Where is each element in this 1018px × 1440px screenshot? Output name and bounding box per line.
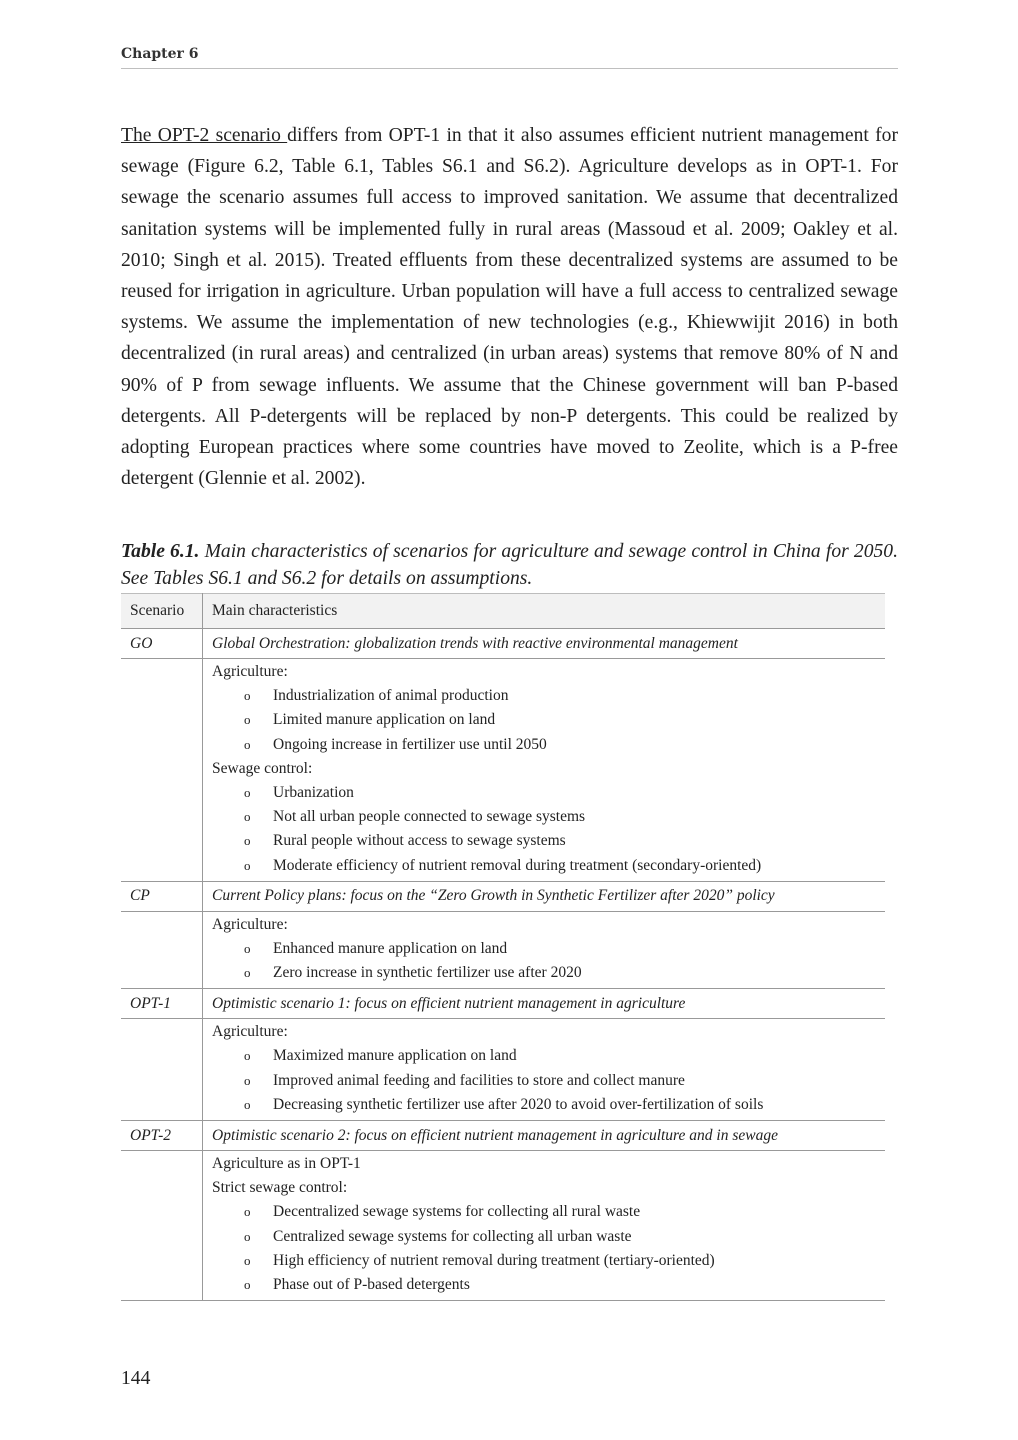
bullet-icon: o xyxy=(244,1048,251,1064)
scenario-row-go xyxy=(121,629,885,659)
section-heading: Agriculture: xyxy=(212,915,288,933)
chapter-header: Chapter 6 xyxy=(121,46,898,69)
scenario-details-go xyxy=(121,659,885,882)
list-item: o Rural people without access to sewage systems xyxy=(212,829,876,853)
scenario-characteristics xyxy=(203,911,886,989)
table-caption xyxy=(121,538,898,592)
bullet-icon: o xyxy=(244,1276,251,1292)
list-item: o Decreasing synthetic fertilizer use after 2020 to avoid over-fertilization of soils xyxy=(212,1093,876,1117)
list-item: o Phase out of P-based detergents xyxy=(212,1273,876,1297)
bullet-icon: o xyxy=(244,688,251,704)
bullet-icon: o xyxy=(244,809,251,825)
list-item: o High efficiency of nutrient removal during treatment (tertiary-oriented) xyxy=(212,1249,876,1273)
scenario-row-opt-1 xyxy=(121,989,885,1019)
list-item: o Enhanced manure application on land xyxy=(212,937,876,961)
scenario-id: OPT-1 xyxy=(121,989,203,1019)
list-item: o Industrialization of animal production xyxy=(212,684,876,708)
scenario-title: Optimistic scenario 1: focus on efficient nutrient management in agriculture xyxy=(203,989,886,1019)
bullet-icon: o xyxy=(244,857,251,873)
paragraph-text: differs from OPT-1 in that it also assumes efficient nutrient management for sewage (Figure 6.2, Table 6.1, Tables S6.1 and S6.2). Agriculture develops as in OPT-1. For sewage the scenario assumes full access to improved sanitation. We assume that decentralized sanitation systems will be implemented fully in rural areas (Massoud et al. 2009; Oakley et al. 2010; Singh et al. 2015). Treated effluents from these decentralized systems are assumed to be reused for irrigation in agriculture. Urban population will have a full access to centralized sewage systems. We assume the implementation of new technologies (e.g., Khiewwijit 2016) in both decentralized (in rural areas) and centralized (in urban areas) systems that remove 80% of N and 90% of P from sewage influents. We assume that the Chinese government will ban P-based detergents. All P-detergents will be replaced by non-P detergents. This could be realized by adopting European practices where some countries have moved to Zeolite, which is a P-free detergent (Glennie et al. 2002). xyxy=(121,125,898,490)
bullet-icon: o xyxy=(244,940,251,956)
bullet-icon: o xyxy=(244,736,251,752)
header-scenario: Scenario xyxy=(121,594,203,629)
list-item: o Zero increase in synthetic fertilizer use after 2020 xyxy=(212,961,876,985)
bullet-icon: o xyxy=(244,1228,251,1244)
header-main-characteristics: Main characteristics xyxy=(203,594,886,629)
bullet-icon: o xyxy=(244,784,251,800)
scenario-details-opt-1 xyxy=(121,1019,885,1121)
table-header-row xyxy=(121,594,885,629)
list-item: o Decentralized sewage systems for collecting all rural waste xyxy=(212,1200,876,1224)
table-caption-text: Main characteristics of scenarios for agriculture and sewage control in China for 2050. See Tables S6.1 and S6.2 for details on assumptions. xyxy=(121,541,898,589)
scenario-id: GO xyxy=(121,629,203,659)
list-item: o Not all urban people connected to sewage systems xyxy=(212,805,876,829)
page-number: 144 xyxy=(121,1368,151,1389)
table-caption-label: Table 6.1. xyxy=(121,541,200,562)
section-heading: Strict sewage control: xyxy=(212,1179,348,1197)
list-item: o Urbanization xyxy=(212,781,876,805)
scenario-title: Global Orchestration: globalization trends with reactive environmental management xyxy=(203,629,886,659)
section-heading: Agriculture: xyxy=(212,663,288,680)
list-item: o Moderate efficiency of nutrient removal during treatment (secondary-oriented) xyxy=(212,854,876,878)
scenarios-table xyxy=(121,593,885,1301)
list-item: o Maximized manure application on land xyxy=(212,1044,876,1068)
scenario-details-cp xyxy=(121,911,885,989)
list-item: o Limited manure application on land xyxy=(212,708,876,732)
bullet-icon: o xyxy=(244,965,251,981)
bullet-icon: o xyxy=(244,1204,251,1220)
bullet-icon: o xyxy=(244,712,251,728)
scenario-id: OPT-2 xyxy=(121,1121,203,1151)
list-item: o Centralized sewage systems for collecting all urban waste xyxy=(212,1225,876,1249)
scenario-title: Current Policy plans: focus on the “Zero Growth in Synthetic Fertilizer after 2020” policy xyxy=(203,881,886,911)
bullet-icon: o xyxy=(244,1096,251,1112)
scenario-characteristics xyxy=(203,659,886,882)
section-heading: Agriculture as in OPT-1 xyxy=(212,1155,361,1172)
bullet-icon: o xyxy=(244,1072,251,1088)
scenario-row-opt-2 xyxy=(121,1121,885,1151)
list-item: o Ongoing increase in fertilizer use until 2050 xyxy=(212,733,876,757)
scenario-id: CP xyxy=(121,881,203,911)
bullet-icon: o xyxy=(244,1252,251,1268)
body-paragraph xyxy=(121,120,898,494)
section-heading: Sewage control: xyxy=(212,759,313,777)
scenario-details-opt-2 xyxy=(121,1151,885,1301)
scenario-characteristics xyxy=(203,1151,886,1301)
bullet-icon: o xyxy=(244,833,251,849)
scenario-row-cp xyxy=(121,881,885,911)
list-item: o Improved animal feeding and facilities to store and collect manure xyxy=(212,1069,876,1093)
scenario-characteristics xyxy=(203,1019,886,1121)
section-heading: Agriculture: xyxy=(212,1023,288,1041)
scenario-title: Optimistic scenario 2: focus on efficient nutrient management in agriculture and in sewage xyxy=(203,1121,886,1151)
scenario-link-text: The OPT-2 scenario xyxy=(121,125,288,146)
